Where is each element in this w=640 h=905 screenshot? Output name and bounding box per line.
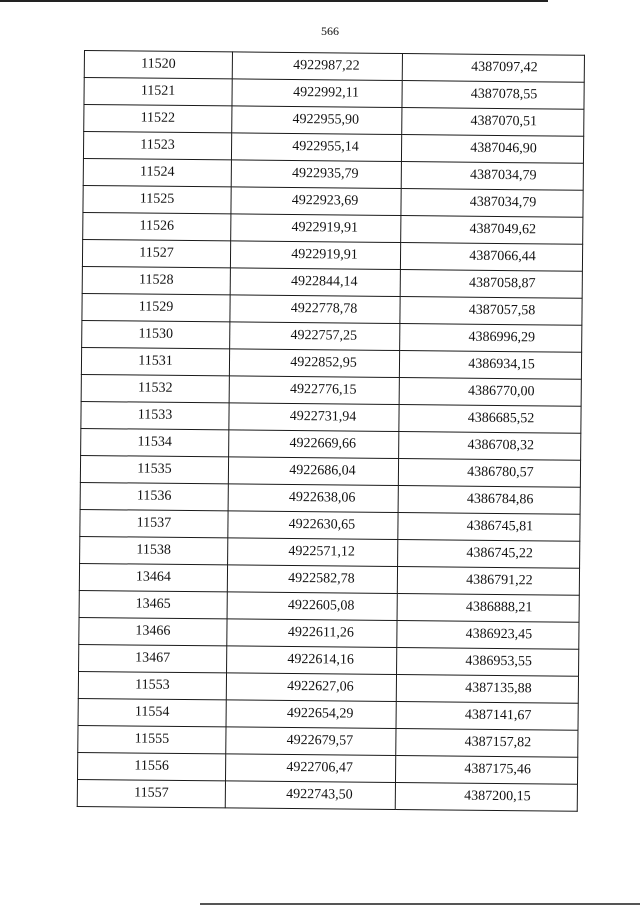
y-coordinate-cell: 4386888,21: [397, 594, 579, 623]
x-coordinate-cell: 4922778,78: [230, 295, 400, 324]
y-coordinate-cell: 4386934,15: [399, 351, 581, 380]
point-number-cell: 13464: [79, 563, 227, 591]
x-coordinate-cell: 4922919,91: [231, 214, 401, 243]
point-number-cell: 11532: [81, 374, 229, 402]
y-coordinate-cell: 4387135,88: [396, 675, 578, 704]
x-coordinate-cell: 4922919,91: [230, 241, 400, 270]
point-number-cell: 11525: [83, 185, 231, 213]
point-number-cell: 11534: [81, 428, 229, 456]
y-coordinate-cell: 4386953,55: [397, 648, 579, 677]
point-number-cell: 11533: [81, 401, 229, 429]
point-number-cell: 11535: [80, 455, 228, 483]
x-coordinate-cell: 4922630,65: [228, 511, 398, 540]
y-coordinate-cell: 4386685,52: [399, 405, 581, 434]
y-coordinate-cell: 4386745,81: [398, 513, 580, 542]
x-coordinate-cell: 4922706,47: [225, 754, 395, 783]
y-coordinate-cell: 4387141,67: [396, 702, 578, 731]
y-coordinate-cell: 4386791,22: [397, 567, 579, 596]
x-coordinate-cell: 4922669,66: [229, 430, 399, 459]
x-coordinate-cell: 4922776,15: [229, 376, 399, 405]
y-coordinate-cell: 4386780,57: [398, 459, 580, 488]
point-number-cell: 11536: [80, 482, 228, 510]
point-number-cell: 13465: [79, 590, 227, 618]
x-coordinate-cell: 4922571,12: [228, 538, 398, 567]
point-number-cell: 11530: [82, 320, 230, 348]
x-coordinate-cell: 4922638,06: [228, 484, 398, 513]
y-coordinate-cell: 4386708,32: [399, 432, 581, 461]
point-number-cell: 11529: [82, 293, 230, 321]
table-row: [77, 779, 577, 811]
point-number-cell: 11522: [84, 105, 232, 133]
y-coordinate-cell: 4387057,58: [400, 297, 582, 326]
point-number-cell: 11555: [78, 725, 226, 753]
x-coordinate-cell: 4922627,06: [226, 673, 396, 702]
point-number-cell: 11526: [83, 212, 231, 240]
x-coordinate-cell: 4922955,14: [231, 133, 401, 162]
point-number-cell: 13466: [79, 617, 227, 645]
x-coordinate-cell: 4922743,50: [225, 781, 395, 810]
point-number-cell: 11528: [82, 266, 230, 294]
y-coordinate-cell: 4387049,62: [401, 216, 583, 245]
y-coordinate-cell: 4387034,79: [401, 189, 583, 218]
coordinates-table-body: [77, 51, 584, 812]
top-border-line: [0, 0, 548, 2]
y-coordinate-cell: 4386745,22: [398, 540, 580, 569]
point-number-cell: 11521: [84, 78, 232, 106]
coordinates-table-container: [77, 50, 584, 812]
page-number: 566: [321, 24, 339, 38]
x-coordinate-cell: 4922686,04: [228, 457, 398, 486]
x-coordinate-cell: 4922852,95: [229, 349, 399, 378]
point-number-cell: 11554: [78, 698, 226, 726]
point-number-cell: 11538: [80, 536, 228, 564]
coordinates-table: [77, 50, 585, 812]
point-number-cell: 11523: [83, 132, 231, 160]
x-coordinate-cell: 4922987,22: [232, 52, 402, 81]
y-coordinate-cell: 4387078,55: [402, 81, 584, 110]
y-coordinate-cell: 4387046,90: [401, 135, 583, 164]
point-number-cell: 11527: [82, 239, 230, 267]
x-coordinate-cell: 4922654,29: [226, 700, 396, 729]
y-coordinate-cell: 4386784,86: [398, 486, 580, 515]
point-number-cell: 11524: [83, 158, 231, 186]
y-coordinate-cell: 4387070,51: [402, 108, 584, 137]
y-coordinate-cell: 4387058,87: [400, 270, 582, 299]
x-coordinate-cell: 4922614,16: [227, 646, 397, 675]
point-number-cell: 11520: [84, 51, 232, 79]
x-coordinate-cell: 4922731,94: [229, 403, 399, 432]
x-coordinate-cell: 4922582,78: [227, 565, 397, 594]
point-number-cell: 11553: [78, 671, 226, 699]
y-coordinate-cell: 4387034,79: [401, 162, 583, 191]
x-coordinate-cell: 4922844,14: [230, 268, 400, 297]
x-coordinate-cell: 4922605,08: [227, 592, 397, 621]
y-coordinate-cell: 4387200,15: [395, 783, 577, 812]
x-coordinate-cell: 4922679,57: [226, 727, 396, 756]
point-number-cell: 11537: [80, 509, 228, 537]
y-coordinate-cell: 4386923,45: [397, 621, 579, 650]
x-coordinate-cell: 4922757,25: [230, 322, 400, 351]
y-coordinate-cell: 4387175,46: [395, 756, 577, 785]
point-number-cell: 11557: [77, 779, 225, 807]
point-number-cell: 11531: [81, 347, 229, 375]
point-number-cell: 13467: [79, 644, 227, 672]
x-coordinate-cell: 4922935,79: [231, 160, 401, 189]
y-coordinate-cell: 4387066,44: [400, 243, 582, 272]
x-coordinate-cell: 4922923,69: [231, 187, 401, 216]
point-number-cell: 11556: [77, 752, 225, 780]
x-coordinate-cell: 4922611,26: [227, 619, 397, 648]
y-coordinate-cell: 4387157,82: [396, 729, 578, 758]
y-coordinate-cell: 4386770,00: [399, 378, 581, 407]
x-coordinate-cell: 4922955,90: [232, 106, 402, 135]
x-coordinate-cell: 4922992,11: [232, 79, 402, 108]
y-coordinate-cell: 4387097,42: [402, 54, 584, 83]
y-coordinate-cell: 4386996,29: [400, 324, 582, 353]
